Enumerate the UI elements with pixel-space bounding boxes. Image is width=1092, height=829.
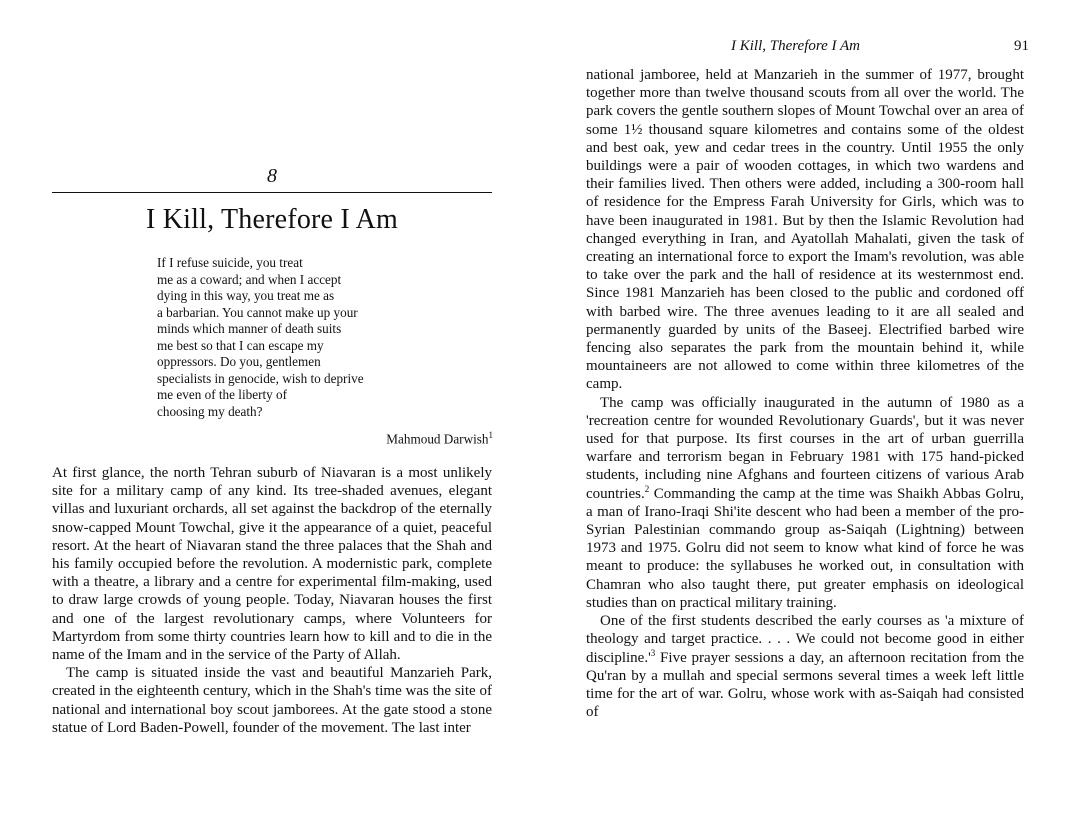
paragraph-text: The camp was officially inaugurated in the autumn of 1980 as a 'recreation centre for wounded Revolutionary Guards', but it was never used for that purpose. Its first courses in the art of urban guerrilla warfare and terrorism began in February 1981 with 175 hand-picked students, including nine Afghans and fourteen citizens of various Arab countries.	[586, 394, 1024, 502]
chapter-number: 8	[267, 165, 277, 187]
right-body-text	[586, 66, 1024, 721]
page-number: 91	[1014, 38, 1029, 54]
epigraph-line: choosing my death?	[157, 403, 263, 419]
footnote-marker: 3	[650, 647, 656, 658]
epigraph-line: specialists in genocide, wish to deprive	[157, 370, 364, 386]
epigraph-line: a barbarian. You cannot make up your	[157, 304, 358, 320]
footnote-marker: 1	[488, 430, 493, 440]
epigraph-author: Mahmoud Darwish	[386, 431, 489, 447]
paragraph	[586, 612, 1024, 721]
chapter-title: I Kill, Therefore I Am	[146, 204, 398, 235]
footnote-marker: 2	[644, 483, 650, 494]
paragraph-text: One of the first students described the early courses as 'a mixture of theology and target practice. . . . We could not become good in either discipline.'	[586, 613, 1024, 666]
paragraph: national jamboree, held at Manzarieh in the summer of 1977, brought together more than twelve thousand scouts from all over the world. The park covers the gentle southern slopes of Mount Towchal over an area of some 1½ thousand square kilometres and contains some of the oldest and best oak, yew and cedar trees in the country. Until 1955 the only buildings were a pair of wooden cottages, in which two wardens and their families lived. Then others were added, including a 300-room hall of residence for the Empress Farah University for Girls, which was to have been inaugurated in 1981. But by then the Islamic Revolution had changed everything in Iran, and Ayatollah Mahalati, given the task of creating an international force to export the Imam's revolution, was able to take over the park and the hall of residence at its westernmost end. Since 1981 Manzarieh has been closed to the public and cordoned off with barbed wire. The three avenues leading to it are all sealed and permanently guarded by units of the Baseej. Electrified barbed wire fencing also separates the park from the mountain behind it, while mountaineers are not allowed to come within three kilometres of the camp.	[586, 67, 1024, 393]
running-head: I Kill, Therefore I Am	[731, 38, 861, 54]
epigraph-attribution	[250, 430, 493, 447]
epigraph-line: me even of the liberty of	[157, 387, 287, 402]
epigraph-line: oppressors. Do you, gentlemen	[157, 354, 321, 369]
epigraph-line: me best so that I can escape my	[157, 337, 324, 353]
epigraph-line: dying in this way, you treat me as	[157, 288, 335, 303]
epigraph-line: me as a coward; and when I accept	[157, 271, 342, 287]
epigraph-line: If I refuse suicide, you treat	[157, 255, 303, 270]
epigraph-line: minds which manner of death suits	[157, 321, 342, 336]
right-page	[546, 0, 1092, 829]
paragraph: At first glance, the north Tehran suburb of Niavaran is a most unlikely site for a military camp of any kind. Its tree-shaded avenues, elegant villas and luxuriant orchards, all set against the backdrop of the eternally snow-capped Mount Towchal, give it the appearance of a quiet, peaceful resort. At the heart of Niavaran stand the three palaces that the Shah and his family occupied before the revolution. A modernistic park, complete with a theatre, a library and a centre for experimental film-making, used to draw large crowds of young people. Today, Niavaran houses the first and one of the largest revolutionary camps, where Volunteers for Martyrdom from some thirty countries learn how to kill and to die in the name of the Imam and in the service of the Party of Allah.	[52, 465, 492, 664]
chapter-divider	[52, 192, 492, 193]
paragraph-text: Commanding the camp at the time was Shaikh Abbas Golru, a man of Irano-Iraqi Shi'ite descent who had been a member of the pro-Syrian Palestinian commando group as-Saiqah (Lightning) between 1973 and 1975. Golru did not seem to know what kind of force he was meant to produce: the syllabuses he worked out, in consultation with Chamran who also taught there, put greater emphasis on ideological studies than on practical military training.	[586, 485, 1024, 611]
paragraph: The camp is situated inside the vast and beautiful Manzarieh Park, created in the eighteenth century, which in the Shah's time was the site of national and international boy scout jamborees. At the gate stood a stone statue of Lord Baden-Powell, founder of the movement. The last inter	[52, 665, 492, 736]
paragraph	[586, 394, 1024, 612]
left-body-text	[52, 464, 492, 737]
epigraph	[157, 255, 457, 420]
paragraph-text: Five prayer sessions a day, an afternoon recitation from the Qu'ran by a mullah and special sermons several times a week left little time for the art of war. Golru, whose work with as-Saiqah had consisted of	[586, 649, 1024, 721]
